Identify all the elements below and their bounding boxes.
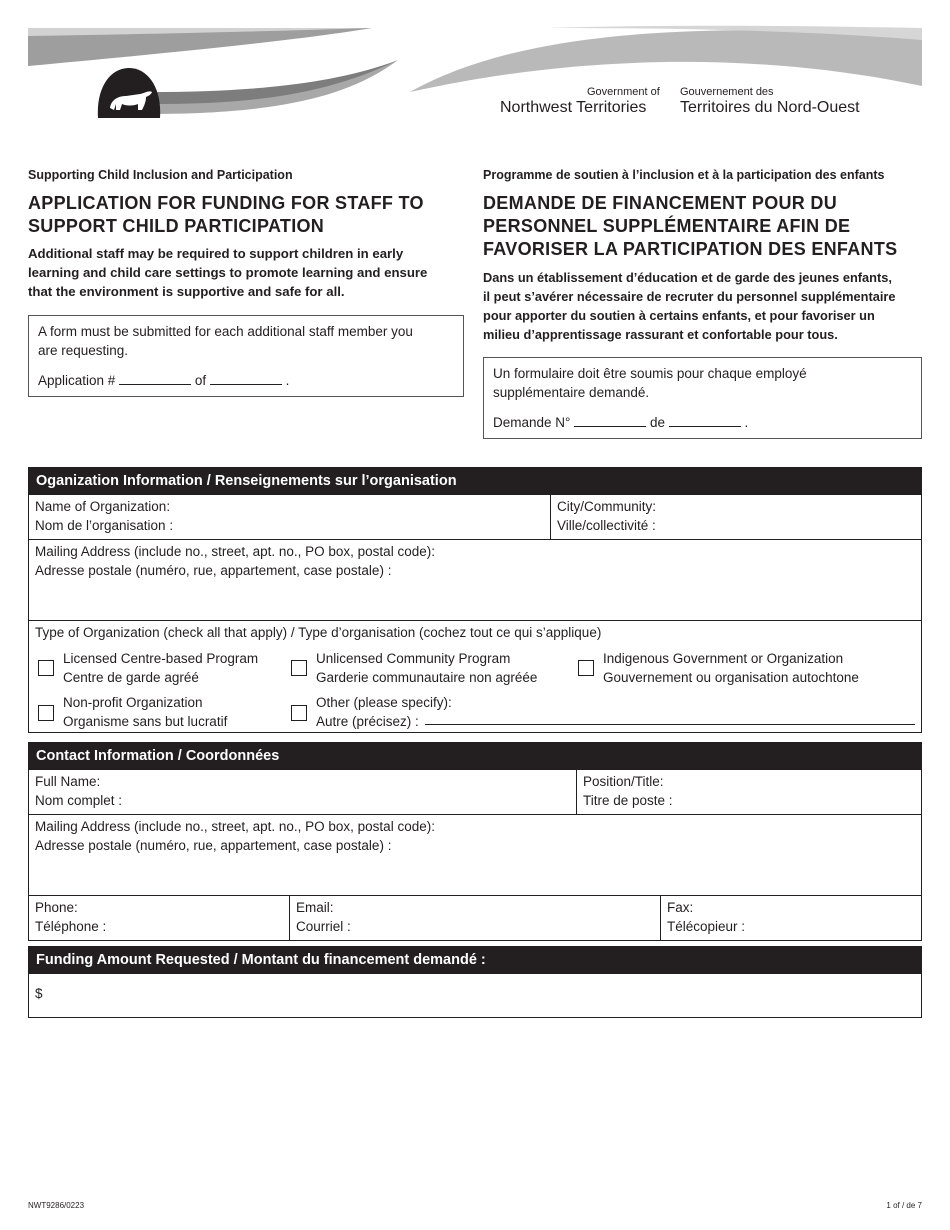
org-name-field[interactable] xyxy=(29,495,550,539)
option-indigenous-government-fr: Gouvernement ou organisation autochtone xyxy=(603,669,859,685)
option-non-profit xyxy=(63,694,227,731)
org-city-label-fr: Ville/collectivité : xyxy=(557,517,656,533)
intro-fr xyxy=(483,268,896,344)
contact-address-label-en: Mailing Address (include no., street, apt. no., PO box, postal code): xyxy=(35,819,435,834)
org-address-field[interactable] xyxy=(29,540,921,620)
application-total-field-fr[interactable] xyxy=(669,413,741,427)
org-name-label-en: Name of Organization: xyxy=(35,499,171,514)
checkbox-unlicensed-community[interactable] xyxy=(291,660,307,676)
org-city-field[interactable] xyxy=(550,495,921,539)
option-licensed-centre-en: Licensed Centre-based Program xyxy=(63,651,259,666)
option-unlicensed-community-en: Unlicensed Community Program xyxy=(316,651,511,666)
note-en-line2: are requesting. xyxy=(38,343,129,358)
intro-fr-line3: pour apporter du soutien à certains enfants, et pour favoriser un xyxy=(483,308,875,323)
funding-amount-row xyxy=(29,974,921,1017)
position-label-en: Position/Title: xyxy=(583,774,664,789)
title-fr-line1: DEMANDE DE FINANCEMENT POUR DU xyxy=(483,193,838,213)
org-address-label-fr: Adresse postale (numéro, rue, appartement, case postale) : xyxy=(35,562,392,578)
option-other xyxy=(316,694,452,731)
application-total-field-en[interactable] xyxy=(210,371,282,385)
fax-label-en: Fax: xyxy=(667,900,694,915)
full-name-label-en: Full Name: xyxy=(35,774,101,789)
note-box-en xyxy=(28,315,464,397)
org-type-label: Type of Organization (check all that apply) / Type d’organisation (cochez tout ce qui s’applique) xyxy=(35,625,602,640)
gov-en-big: Northwest Territories xyxy=(500,99,647,116)
intro-en xyxy=(28,244,427,301)
phone-label-en: Phone: xyxy=(35,900,78,915)
position-field[interactable] xyxy=(576,770,921,814)
application-number-row-fr xyxy=(493,413,912,432)
org-address-label-en: Mailing Address (include no., street, apt. no., PO box, postal code): xyxy=(35,544,435,559)
title-en-line1: APPLICATION FOR FUNDING FOR STAFF TO xyxy=(28,193,424,213)
application-label-fr: Demande N° xyxy=(493,415,571,430)
form-title-en xyxy=(28,192,424,238)
funding-heading: Funding Amount Requested / Montant du financement demandé : xyxy=(29,947,921,974)
period-fr: . xyxy=(744,415,749,430)
position-label-fr: Titre de poste : xyxy=(583,792,673,808)
title-fr-line2: PERSONNEL SUPPLÉMENTAIRE AFIN DE xyxy=(483,216,851,236)
application-label-en: Application # xyxy=(38,373,116,388)
phone-label-fr: Téléphone : xyxy=(35,918,107,934)
note-fr-line1: Un formulaire doit être soumis pour chaque employé xyxy=(493,366,807,381)
intro-fr-line4: milieu d’apprentissage rassurant et confortable pour tous. xyxy=(483,327,838,342)
org-address-row xyxy=(29,539,921,620)
program-name-fr: Programme de soutien à l’inclusion et à la participation des enfants xyxy=(483,168,885,182)
form-title-fr xyxy=(483,192,897,261)
application-number-field-fr[interactable] xyxy=(574,413,646,427)
period-en: . xyxy=(285,373,290,388)
org-name-row xyxy=(29,495,921,539)
note-box-fr xyxy=(483,357,922,439)
intro-fr-line2: il peut s’avérer nécessaire de recruter du personnel supplémentaire xyxy=(483,289,896,304)
contact-section xyxy=(28,742,922,941)
org-type-row xyxy=(29,620,921,732)
full-name-label-fr: Nom complet : xyxy=(35,792,123,808)
program-name-en: Supporting Child Inclusion and Participation xyxy=(28,168,293,182)
checkbox-other[interactable] xyxy=(291,705,307,721)
org-city-label-en: City/Community: xyxy=(557,499,657,514)
title-en-line2: SUPPORT CHILD PARTICIPATION xyxy=(28,216,325,236)
application-number-row-en xyxy=(38,371,454,390)
phone-field[interactable] xyxy=(29,896,289,940)
checkbox-indigenous-government[interactable] xyxy=(578,660,594,676)
organization-section xyxy=(28,467,922,733)
of-label-en: of xyxy=(194,373,207,388)
checkbox-licensed-centre[interactable] xyxy=(38,660,54,676)
funding-section xyxy=(28,946,922,1018)
gov-en-small: Government of xyxy=(587,86,660,98)
form-code: NWT9286/0223 xyxy=(28,1201,85,1210)
nwt-bear-logo xyxy=(96,66,162,120)
contact-address-label-fr: Adresse postale (numéro, rue, appartement, case postale) : xyxy=(35,837,392,853)
other-specify-line[interactable] xyxy=(425,724,915,725)
contact-address-row xyxy=(29,814,921,895)
email-field[interactable] xyxy=(289,896,660,940)
gov-fr-big: Territoires du Nord-Ouest xyxy=(680,99,860,116)
option-indigenous-government-en: Indigenous Government or Organization xyxy=(603,651,844,666)
organization-heading: Oganization Information / Renseignements sur l’organisation xyxy=(29,468,921,495)
option-indigenous-government xyxy=(603,650,859,687)
intro-en-line3: that the environment is supportive and safe for all. xyxy=(28,284,345,299)
option-licensed-centre xyxy=(63,650,258,687)
email-label-fr: Courriel : xyxy=(296,918,351,934)
note-fr-line2: supplémentaire demandé. xyxy=(493,385,650,400)
contact-heading: Contact Information / Coordonnées xyxy=(29,743,921,770)
gov-fr-small: Gouvernement des xyxy=(680,86,774,98)
page-number: 1 of / de 7 xyxy=(886,1201,922,1210)
currency-symbol: $ xyxy=(35,986,43,1001)
full-name-field[interactable] xyxy=(29,770,576,814)
option-other-en: Other (please specify): xyxy=(316,695,452,710)
contact-phone-row xyxy=(29,895,921,940)
note-en-line1: A form must be submitted for each additional staff member you xyxy=(38,324,413,339)
option-non-profit-en: Non-profit Organization xyxy=(63,695,203,710)
intro-en-line2: learning and child care settings to promote learning and ensure xyxy=(28,265,428,280)
funding-amount-field[interactable] xyxy=(29,974,921,1017)
option-unlicensed-community-fr: Garderie communautaire non agréée xyxy=(316,669,538,685)
option-non-profit-fr: Organisme sans but lucratif xyxy=(63,713,228,729)
org-name-label-fr: Nom de l’organisation : xyxy=(35,517,174,533)
checkbox-non-profit[interactable] xyxy=(38,705,54,721)
fax-field[interactable] xyxy=(660,896,921,940)
fax-label-fr: Télécopieur : xyxy=(667,918,746,934)
email-label-en: Email: xyxy=(296,900,334,915)
application-number-field-en[interactable] xyxy=(119,371,191,385)
of-label-fr: de xyxy=(649,415,665,430)
contact-name-row xyxy=(29,770,921,814)
contact-address-field[interactable] xyxy=(29,815,921,895)
intro-fr-line1: Dans un établissement d’éducation et de garde des jeunes enfants, xyxy=(483,270,892,285)
title-fr-line3: FAVORISER LA PARTICIPATION DES ENFANTS xyxy=(483,239,898,259)
intro-en-line1: Additional staff may be required to support children in early xyxy=(28,246,404,261)
option-other-fr: Autre (précisez) : xyxy=(316,713,419,729)
option-unlicensed-community xyxy=(316,650,537,687)
option-licensed-centre-fr: Centre de garde agréé xyxy=(63,669,199,685)
